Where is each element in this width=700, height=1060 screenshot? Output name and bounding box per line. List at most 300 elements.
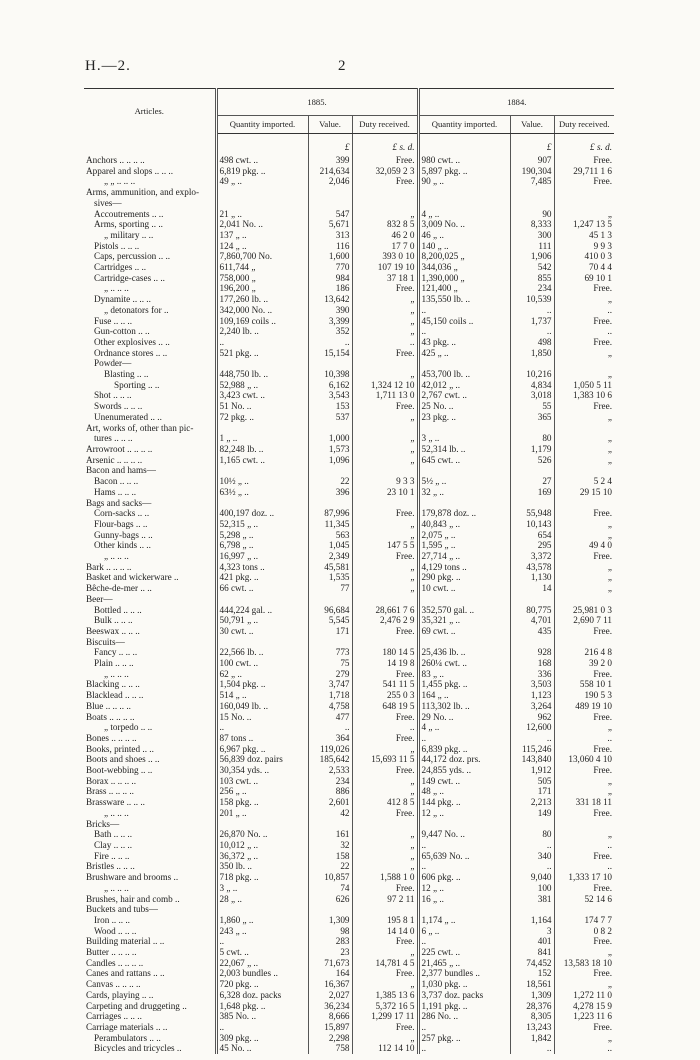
value-1884-cell: 907 [510, 153, 554, 166]
quantity-1885-cell: 2,240 lb. .. [216, 326, 308, 337]
quantity-1884-cell: 1,174 „ .. [418, 915, 510, 926]
duty-header-1885: Duty received. [352, 116, 418, 134]
value-1884-cell: 1,906 [510, 251, 554, 262]
value-1884-cell [510, 637, 554, 648]
value-1885-cell: 234 [308, 776, 352, 787]
table-row [84, 294, 614, 305]
duty-1885-cell: 23 10 1 [352, 487, 418, 498]
duty-1884-cell: „ [554, 947, 614, 958]
value-1885-cell: 2,349 [308, 551, 352, 562]
table-row [84, 786, 614, 797]
duty-1885-cell [352, 465, 418, 476]
value-1885-cell: 42 [308, 808, 352, 819]
duty-1885-cell: „ [352, 209, 418, 220]
value-1885-cell: 1,600 [308, 251, 352, 262]
article-cell: „ .. .. .. [104, 668, 129, 679]
quantity-1885-cell [216, 637, 308, 648]
quantity-1885-cell: 87 tons .. [216, 733, 308, 744]
table-row [84, 455, 614, 466]
duty-1885-cell: Free. [352, 153, 418, 166]
value-1884-cell: 55 [510, 401, 554, 412]
duty-1884-cell: Free. [554, 765, 614, 776]
duty-1884-cell: Free. [554, 283, 614, 294]
value-1885-cell: 1,573 [308, 444, 352, 455]
quantity-1884-cell: 144 pkg. .. [418, 797, 510, 808]
report-code: H.—2. [85, 58, 131, 74]
duty-1885-cell: 28,661 7 6 [352, 605, 418, 616]
article-cell: Fancy .. .. .. [94, 647, 138, 658]
article-cell: Wood .. .. .. [94, 925, 137, 936]
duty-1885-cell: Free. [352, 508, 418, 519]
duty-1885-cell: 1,385 13 6 [352, 990, 418, 1001]
table-row [84, 209, 614, 220]
quantity-1885-cell: .. [216, 722, 308, 733]
article-cell: Arsenic .. .. .. .. [86, 454, 143, 465]
duty-1885-cell: „ [352, 305, 418, 316]
value-1884-cell: 74,452 [510, 958, 554, 969]
value-1884-cell: 962 [510, 712, 554, 723]
quantity-1885-cell: 1,648 pkg. .. [216, 1001, 308, 1012]
duty-unit-1884: £ s. d. [554, 134, 614, 154]
quantity-1884-cell [418, 358, 510, 369]
value-1885-cell: 13,642 [308, 294, 352, 305]
value-1884-cell: 1,123 [510, 690, 554, 701]
duty-1885-cell [352, 423, 418, 434]
value-1884-cell: 190,304 [510, 166, 554, 177]
duty-1885-cell: „ [352, 851, 418, 862]
article-cell: Boot-webbing .. .. [86, 765, 153, 776]
article-cell: Pistols .. .. .. [94, 240, 140, 251]
quantity-1885-cell: 342,000 No. .. [216, 305, 308, 316]
article-cell: Books, printed .. .. [86, 743, 154, 754]
duty-1884-cell: „ [554, 348, 614, 359]
duty-1885-cell: 147 5 5 [352, 540, 418, 551]
article-cell: Carriage materials .. .. [86, 1021, 168, 1032]
value-1885-cell: .. [308, 337, 352, 348]
duty-1884-cell: .. [554, 840, 614, 851]
quantity-1884-cell: 980 cwt. .. [418, 153, 510, 166]
value-1884-cell: .. [510, 861, 554, 872]
duty-1885-cell: Free. [352, 626, 418, 637]
duty-1884-cell [554, 594, 614, 605]
duty-1884-cell: 13,583 18 10 [554, 958, 614, 969]
value-1885-cell [308, 904, 352, 915]
duty-1884-cell: „ [554, 412, 614, 423]
quantity-1885-cell: 201 „ .. [216, 808, 308, 819]
value-1885-cell: 770 [308, 262, 352, 273]
article-cell: Bêche-de-mer .. .. [86, 583, 152, 594]
article-cell: Perambulators .. .. [94, 1032, 161, 1043]
value-1885-cell: 96,684 [308, 605, 352, 616]
duty-1884-cell: Free. [554, 316, 614, 327]
duty-1885-cell: „ [352, 530, 418, 541]
duty-1884-cell: 190 5 3 [554, 690, 614, 701]
duty-1884-cell: 1,223 11 6 [554, 1011, 614, 1022]
table-row [84, 1001, 614, 1012]
quantity-1884-cell: 135,550 lb. .. [418, 294, 510, 305]
value-1884-cell: 3,372 [510, 551, 554, 562]
table-row [84, 926, 614, 937]
duty-1885-cell: Free. [352, 808, 418, 819]
article-cell: Basket and wickerware .. [86, 572, 179, 583]
quantity-1884-cell: 1,390,000 „ [418, 273, 510, 284]
table-row [84, 358, 614, 369]
value-1884-cell: 1,164 [510, 915, 554, 926]
duty-1885-cell [352, 187, 418, 198]
units-row [84, 134, 614, 154]
duty-1884-cell: .. [554, 326, 614, 337]
quantity-1884-cell: 5,897 pkg. .. [418, 166, 510, 177]
article-cell: Brass .. .. .. .. [86, 786, 134, 797]
article-cell: Bacon and hams— [86, 465, 156, 476]
quantity-1885-cell: 6,967 pkg. .. [216, 744, 308, 755]
value-1885-cell: 16,367 [308, 979, 352, 990]
duty-1884-cell: „ [554, 979, 614, 990]
table-row [84, 219, 614, 230]
quantity-1884-cell: 6,839 pkg. .. [418, 744, 510, 755]
value-1885-cell: 1,045 [308, 540, 352, 551]
value-1885-cell: 32 [308, 840, 352, 851]
value-1885-cell [308, 819, 352, 830]
duty-unit-1885: £ s. d. [352, 134, 418, 154]
quantity-1885-cell [216, 358, 308, 369]
table-row [84, 583, 614, 594]
value-1884-cell: 1,912 [510, 765, 554, 776]
article-cell: Blacklead .. .. .. [86, 690, 144, 701]
value-1884-cell: 365 [510, 412, 554, 423]
value-1884-cell: 1,850 [510, 348, 554, 359]
value-1885-cell: 2,601 [308, 797, 352, 808]
article-cell: Corn-sacks .. .. [94, 508, 150, 519]
quantity-1885-cell: 30,354 yds. .. [216, 765, 308, 776]
value-1884-cell [510, 198, 554, 209]
duty-1885-cell: 195 8 1 [352, 915, 418, 926]
value-1885-cell: 758 [308, 1043, 352, 1054]
quantity-1885-cell: 52,315 „ .. [216, 519, 308, 530]
article-cell: Bags and sacks— [86, 497, 152, 508]
quantity-1884-cell: 40,843 „ .. [418, 519, 510, 530]
article-cell: Other explosives .. .. [94, 336, 170, 347]
quantity-1885-cell: 109,169 coils .. [216, 316, 308, 327]
value-1885-cell: 10,398 [308, 369, 352, 380]
duty-1885-cell: „ [352, 294, 418, 305]
quantity-1885-cell: 720 pkg. .. [216, 979, 308, 990]
quantity-1884-cell: .. [418, 326, 510, 337]
value-1884-cell: 90 [510, 209, 554, 220]
article-cell: Bristles .. .. .. [86, 861, 135, 872]
value-1884-cell: 855 [510, 273, 554, 284]
duty-1884-cell: .. [554, 305, 614, 316]
duty-1885-cell: 15,693 11 5 [352, 754, 418, 765]
table-row [84, 540, 614, 551]
table-row [84, 1011, 614, 1022]
duty-1884-cell: „ [554, 294, 614, 305]
value-1885-cell: 116 [308, 241, 352, 252]
duty-1884-cell: 1,247 13 5 [554, 219, 614, 230]
quantity-1885-cell: 62 „ .. [216, 669, 308, 680]
article-cell: Arms, sporting .. .. [94, 219, 163, 230]
article-cell: Borax .. .. .. .. [86, 775, 137, 786]
article-cell: Fire .. .. .. [94, 850, 130, 861]
quantity-1884-cell: 1,455 pkg. .. [418, 679, 510, 690]
value-1885-cell: 3,747 [308, 679, 352, 690]
value-1884-cell: 14 [510, 583, 554, 594]
value-1885-cell: 4,758 [308, 701, 352, 712]
duty-1884-cell: 0 8 2 [554, 926, 614, 937]
table-row [84, 701, 614, 712]
value-1885-cell: 11,345 [308, 519, 352, 530]
value-1884-cell: 27 [510, 476, 554, 487]
value-1884-cell: 3,018 [510, 390, 554, 401]
duty-1884-cell: Free. [554, 669, 614, 680]
quantity-1885-cell: 160,049 lb. .. [216, 701, 308, 712]
value-1885-cell: 2,298 [308, 1033, 352, 1044]
duty-1884-cell: Free. [554, 508, 614, 519]
quantity-1884-cell: 121,400 „ [418, 283, 510, 294]
duty-1885-cell: 1,299 17 11 [352, 1011, 418, 1022]
duty-1885-cell: Free. [352, 765, 418, 776]
duty-1884-cell: „ [554, 829, 614, 840]
value-1885-cell: 984 [308, 273, 352, 284]
quantity-1885-cell: 66 cwt. .. [216, 583, 308, 594]
duty-1885-cell: „ [352, 433, 418, 444]
value-1885-cell: 77 [308, 583, 352, 594]
duty-1885-cell: 1,324 12 10 [352, 380, 418, 391]
duty-1885-cell: 393 0 10 [352, 251, 418, 262]
value-1885-cell: 45,581 [308, 562, 352, 573]
value-1885-cell [308, 594, 352, 605]
duty-1884-cell: 1,050 5 11 [554, 380, 614, 391]
article-cell: Flour-bags .. .. [94, 518, 148, 529]
quantity-1884-cell: 4,129 tons .. [418, 562, 510, 573]
table-row [84, 198, 614, 209]
table-row [84, 508, 614, 519]
quantity-1884-cell: 260¼ cwt. .. [418, 658, 510, 669]
value-1885-cell: 158 [308, 851, 352, 862]
value-1885-cell: 3,543 [308, 390, 352, 401]
article-cell: Biscuits— [86, 636, 125, 647]
quantity-1884-cell [418, 637, 510, 648]
duty-1884-cell: Free. [554, 401, 614, 412]
article-cell: Apparel and slops .. .. .. [86, 165, 174, 176]
value-1884-cell: 295 [510, 540, 554, 551]
duty-1884-cell [554, 465, 614, 476]
value-1884-cell: 43,578 [510, 562, 554, 573]
value-1884-cell: 10,143 [510, 519, 554, 530]
year-1884-header: 1884. [418, 89, 614, 116]
table-row [84, 669, 614, 680]
quantity-1885-cell: 3 „ .. [216, 883, 308, 894]
table-row [84, 647, 614, 658]
duty-1884-cell: 52 14 6 [554, 894, 614, 905]
duty-1884-cell: Free. [554, 153, 614, 166]
quantity-1885-cell: 26,870 No. .. [216, 829, 308, 840]
duty-1884-cell: Free. [554, 808, 614, 819]
value-1884-cell [510, 423, 554, 434]
article-cell: sives— [94, 197, 122, 208]
table-row [84, 861, 614, 872]
quantity-1885-cell: 5,298 „ .. [216, 530, 308, 541]
duty-1884-cell [554, 358, 614, 369]
value-1885-cell: 6,162 [308, 380, 352, 391]
year-1885-header: 1885. [216, 89, 418, 116]
value-1885-cell: 477 [308, 712, 352, 723]
article-cell: Cartridge-cases .. .. [94, 272, 165, 283]
quantity-1884-cell: 1,191 pkg. .. [418, 1001, 510, 1012]
article-cell: Clay .. .. .. [94, 840, 133, 850]
value-1885-cell: 5,671 [308, 219, 352, 230]
quantity-1885-cell: 1,165 cwt. .. [216, 455, 308, 466]
page-number: 2 [338, 58, 346, 74]
table-row [84, 829, 614, 840]
quantity-1884-cell: 1,030 pkg. .. [418, 979, 510, 990]
quantity-1884-cell: 352,570 gal. .. [418, 605, 510, 616]
duty-1884-cell: 13,060 4 10 [554, 754, 614, 765]
article-cell: Carpeting and druggeting .. [86, 1000, 187, 1011]
duty-1884-cell: „ [554, 530, 614, 541]
duty-1885-cell: 107 19 10 [352, 262, 418, 273]
value-1884-cell: 13,243 [510, 1022, 554, 1033]
quantity-1884-cell: 45,150 coils .. [418, 316, 510, 327]
value-header-1885: Value. [308, 116, 352, 134]
quantity-1885-cell: 21 „ .. [216, 209, 308, 220]
table-row [84, 712, 614, 723]
duty-1885-cell: 32,059 2 3 [352, 166, 418, 177]
duty-1885-cell: .. [352, 722, 418, 733]
value-1884-cell: 80 [510, 433, 554, 444]
duty-1885-cell: Free. [352, 401, 418, 412]
value-1884-cell: 3,264 [510, 701, 554, 712]
value-1885-cell: 563 [308, 530, 352, 541]
quantity-1885-cell: 10,012 „ .. [216, 840, 308, 851]
quantity-1884-cell: 23 pkg. .. [418, 412, 510, 423]
quantity-1885-cell: 100 cwt. .. [216, 658, 308, 669]
table-row [84, 947, 614, 958]
value-1884-cell: 10,539 [510, 294, 554, 305]
quantity-1885-cell: 309 pkg. .. [216, 1033, 308, 1044]
value-1885-cell: 2,533 [308, 765, 352, 776]
quantity-1884-cell [418, 498, 510, 509]
duty-1884-cell: Free. [554, 626, 614, 637]
value-1885-cell: 537 [308, 412, 352, 423]
article-cell: Hams .. .. .. [94, 486, 137, 497]
quantity-1885-cell: .. [216, 1022, 308, 1033]
quantity-1885-cell: 444,224 gal. .. [216, 605, 308, 616]
quantity-1885-cell: 243 „ .. [216, 926, 308, 937]
quantity-1885-cell: 36,372 „ .. [216, 851, 308, 862]
table-row [84, 851, 614, 862]
duty-1884-cell: 69 10 1 [554, 273, 614, 284]
duty-1884-cell: „ [554, 1033, 614, 1044]
article-cell: Other kinds .. .. [94, 540, 151, 551]
duty-1885-cell: „ [352, 444, 418, 455]
quantity-1885-cell: 45 No. .. [216, 1043, 308, 1054]
quantity-1885-cell: 448,750 lb. .. [216, 369, 308, 380]
duty-1884-cell: Free. [554, 936, 614, 947]
table-row [84, 915, 614, 926]
value-1885-cell: 396 [308, 487, 352, 498]
table-row [84, 348, 614, 359]
article-cell: Iron .. .. .. [94, 914, 130, 925]
duty-1884-cell: 49 4 0 [554, 540, 614, 551]
value-1885-cell [308, 465, 352, 476]
value-1885-cell: 399 [308, 153, 352, 166]
value-1884-cell: 1,737 [510, 316, 554, 327]
duty-1885-cell: 37 18 1 [352, 273, 418, 284]
duty-1884-cell: Free. [554, 968, 614, 979]
quantity-1885-cell [216, 819, 308, 830]
quantity-1884-cell: 425 „ .. [418, 348, 510, 359]
duty-1884-cell: 5 2 4 [554, 476, 614, 487]
duty-1884-cell [554, 819, 614, 830]
table-row [84, 1043, 614, 1054]
quantity-1884-cell: .. [418, 305, 510, 316]
quantity-1884-cell: 8,200,025 „ [418, 251, 510, 262]
duty-1884-cell [554, 198, 614, 209]
quantity-1884-cell: 32 „ .. [418, 487, 510, 498]
table-row [84, 797, 614, 808]
quantity-1884-cell [418, 423, 510, 434]
article-cell: Shot .. .. .. [94, 390, 132, 401]
article-cell: „ .. .. .. [104, 283, 129, 294]
duty-1885-cell: Free. [352, 348, 418, 359]
quantity-1884-cell [418, 198, 510, 209]
value-1885-cell: 352 [308, 326, 352, 337]
table-row [84, 412, 614, 423]
article-cell: Blue .. .. .. .. [86, 700, 131, 711]
value-1885-cell: 164 [308, 968, 352, 979]
quantity-1885-cell: 6,328 doz. packs [216, 990, 308, 1001]
article-cell: Buckets and tubs— [86, 904, 158, 915]
value-1885-cell: 87,996 [308, 508, 352, 519]
value-1885-cell: 773 [308, 647, 352, 658]
value-1884-cell: 381 [510, 894, 554, 905]
article-cell: Bones .. .. .. .. [86, 732, 137, 743]
duty-1884-cell: 29,711 1 6 [554, 166, 614, 177]
value-unit-1885: £ [308, 134, 352, 154]
value-1885-cell: 5,545 [308, 615, 352, 626]
imports-table [84, 88, 614, 1054]
article-cell: Boats .. .. .. .. [86, 711, 135, 722]
duty-1885-cell: 17 7 0 [352, 241, 418, 252]
duty-1885-cell: 14,781 4 5 [352, 958, 418, 969]
table-row [84, 498, 614, 509]
duty-1885-cell: 1,588 1 0 [352, 872, 418, 883]
table-row [84, 423, 614, 434]
article-cell: Bicycles and tricycles .. [94, 1043, 182, 1054]
table-row [84, 776, 614, 787]
duty-1884-cell: „ [554, 562, 614, 573]
value-1885-cell: 886 [308, 786, 352, 797]
quantity-1884-cell [418, 187, 510, 198]
value-1884-cell: 9,040 [510, 872, 554, 883]
value-1885-cell: 10,857 [308, 872, 352, 883]
article-cell: Blacking .. .. .. [86, 679, 140, 690]
article-cell: Bricks— [86, 818, 120, 829]
value-1884-cell: 4,701 [510, 615, 554, 626]
duty-1885-cell [352, 819, 418, 830]
duty-1884-cell: „ [554, 369, 614, 380]
article-cell: Bulk .. .. .. [94, 615, 133, 626]
quantity-1884-cell: 6 „ .. [418, 926, 510, 937]
duty-1885-cell [352, 904, 418, 915]
duty-1884-cell: 331 18 11 [554, 797, 614, 808]
article-cell: Bark .. .. .. .. [86, 561, 132, 572]
value-1884-cell: 8,305 [510, 1011, 554, 1022]
table-row [84, 241, 614, 252]
value-1884-cell: 234 [510, 283, 554, 294]
value-1884-cell: 12,600 [510, 722, 554, 733]
